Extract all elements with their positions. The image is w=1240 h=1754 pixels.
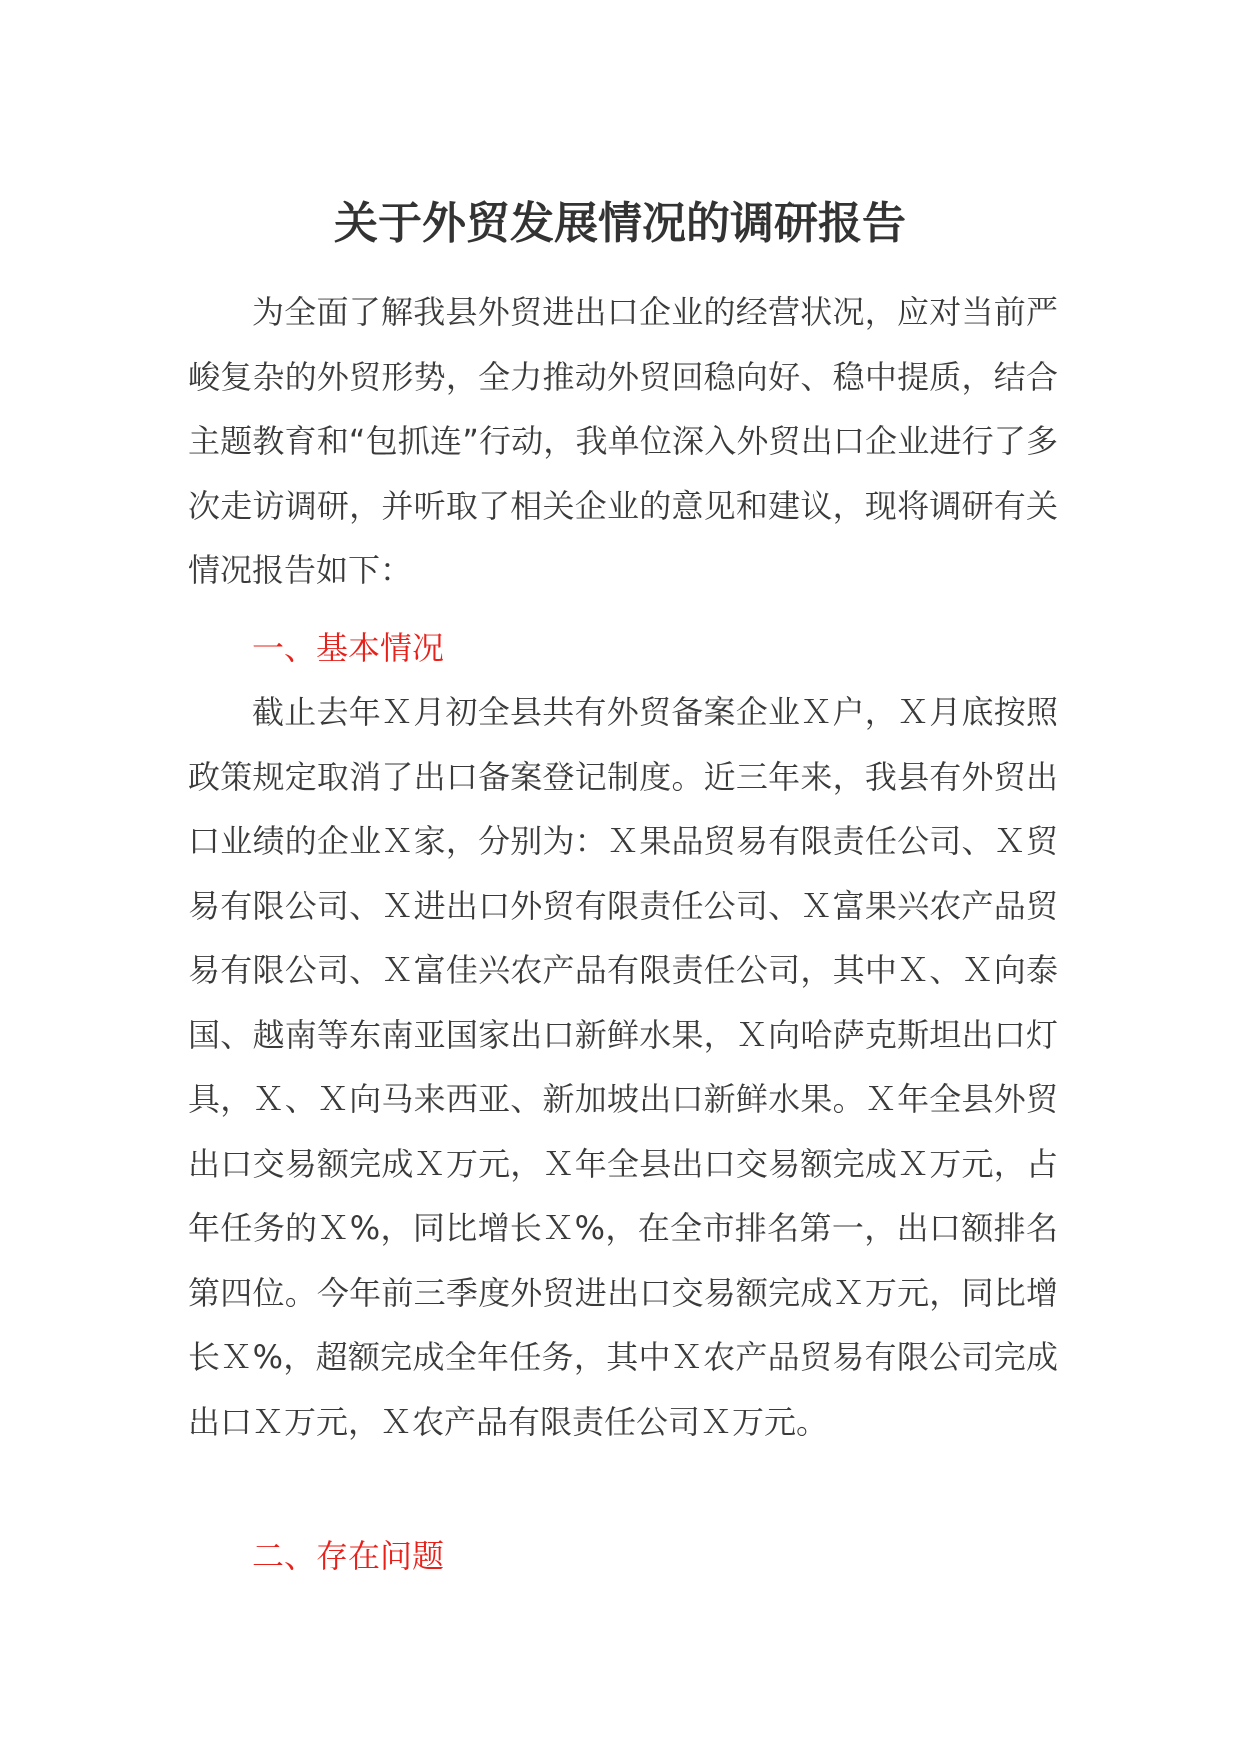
section-heading-basic: 一、基本情况: [252, 629, 445, 667]
basic-situation-paragraph: 截止去年Ｘ月初全县共有外贸备案企业Ｘ户，Ｘ月底按照政策规定取消了出口备案登记制度。近三年来，我县有外贸出口业绩的企业Ｘ家，分别为：Ｘ果品贸易有限责任公司、Ｘ贸易有限公司、Ｘ进出口外贸有限责任公司、Ｘ富果兴农产品贸易有限公司、Ｘ富佳兴农产品有限责任公司，其中Ｘ、Ｘ向泰国、越南等东南亚国家出口新鲜水果，Ｘ向哈萨克斯坦出口灯具，Ｘ、Ｘ向马来西亚、新加坡出口新鲜水果。Ｘ年全县外贸出口交易额完成Ｘ万元，Ｘ年全县出口交易额完成Ｘ万元，占年任务的Ｘ%，同比增长Ｘ%，在全市排名第一，出口额排名第四位。今年前三季度外贸进出口交易额完成Ｘ万元，同比增长Ｘ%，超额完成全年任务，其中Ｘ农产品贸易有限公司完成出口Ｘ万元，Ｘ农产品有限责任公司Ｘ万元。: [188, 693, 1058, 1441]
intro-paragraph: 为全面了解我县外贸进出口企业的经营状况，应对当前严峻复杂的外贸形势，全力推动外贸回稳向好、稳中提质，结合主题教育和“包抓连”行动，我单位深入外贸出口企业进行了多次走访调研，并听取了相关企业的意见和建议，现将调研有关情况报告如下：: [188, 293, 1058, 589]
section-heading-problems: 二、存在问题: [252, 1537, 445, 1575]
document-title: 关于外贸发展情况的调研报告: [334, 198, 906, 249]
